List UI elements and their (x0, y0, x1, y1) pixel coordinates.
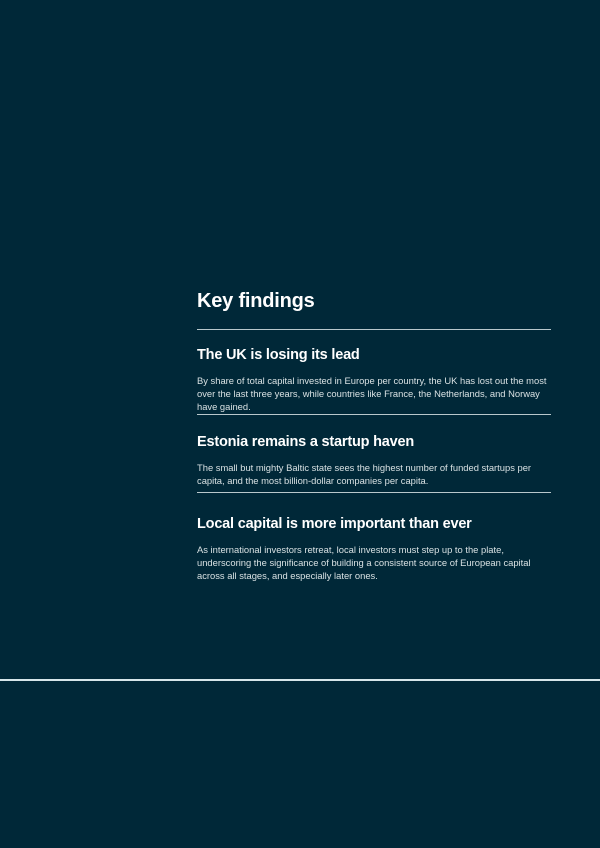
finding-title: Estonia remains a startup haven (197, 434, 415, 450)
finding-uk (197, 330, 551, 414)
page-title: Key findings (197, 290, 315, 312)
finding-local-capital (197, 493, 551, 582)
finding-title: Local capital is more important than ever (197, 516, 472, 532)
finding-estonia (197, 415, 551, 492)
finding-title: The UK is losing its lead (197, 347, 360, 363)
bottom-rule (0, 679, 600, 681)
finding-body: By share of total capital invested in Europe per country, the UK has lost out the most over the last three years, while countries like France, the Netherlands, and Norway have gained. (197, 375, 547, 412)
finding-body: The small but mighty Baltic state sees the highest number of funded startups per capita, and the most billion-dollar companies per capita. (197, 462, 532, 486)
key-findings-section (197, 289, 551, 582)
finding-body: As international investors retreat, local investors must step up to the plate, underscoring the significance of building a consistent source of European capital across all stages, and especially later ones. (197, 544, 531, 581)
